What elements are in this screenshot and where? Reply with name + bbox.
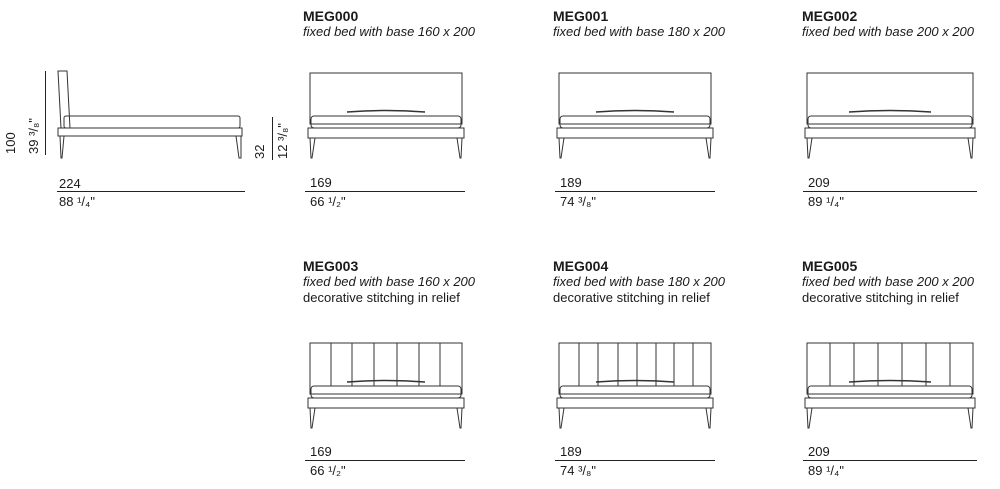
product-desc: fixed bed with base 160 x 200 [303,274,476,289]
width-in: 89 ¹/₄" [808,463,844,478]
side-width-line [57,191,245,192]
product-note: decorative stitching in relief [553,290,710,305]
width-cm: 209 [808,175,830,190]
product-desc: fixed bed with base 180 x 200 [553,24,726,39]
product-code: MEG005 [802,258,858,274]
product-code: MEG001 [553,8,609,24]
product-desc: fixed bed with base 200 x 200 [802,274,975,289]
width-line [803,191,977,192]
width-in: 74 ³/₈" [560,463,597,478]
seat-height-cm: 32 [252,144,267,159]
product-note: decorative stitching in relief [303,290,460,305]
width-line [305,191,465,192]
width-line [305,460,465,461]
product-code: MEG003 [303,258,359,274]
side-height-cm: 100 [3,132,18,154]
seat-height-line [272,117,273,160]
width-line [555,191,715,192]
bed-front-stitched-drawing [804,342,976,430]
bed-front-stitched-drawing [556,342,714,430]
product-code: MEG004 [553,258,609,274]
side-height-in: 39 ³/₈" [26,117,41,154]
product-note: decorative stitching in relief [802,290,959,305]
side-width-cm: 224 [59,176,81,191]
bed-front-drawing [556,72,714,160]
width-in: 66 ¹/₂" [310,463,346,478]
product-code: MEG002 [802,8,858,24]
seat-height-in: 12 ³/₈" [275,122,290,159]
side-height-line [45,71,46,155]
side-bed-drawing [50,66,250,166]
width-in: 74 ³/₈" [560,194,597,209]
width-in: 66 ¹/₂" [310,194,346,209]
width-line [555,460,715,461]
bed-front-drawing [804,72,976,160]
side-width-in: 88 ¹/₄" [59,194,95,209]
width-cm: 169 [310,175,332,190]
product-desc: fixed bed with base 160 x 200 [303,24,476,39]
width-cm: 169 [310,444,332,459]
product-desc: fixed bed with base 180 x 200 [553,274,726,289]
bed-front-stitched-drawing [307,342,465,430]
width-cm: 189 [560,444,582,459]
width-in: 89 ¹/₄" [808,194,844,209]
width-cm: 189 [560,175,582,190]
product-desc: fixed bed with base 200 x 200 [802,24,975,39]
product-code: MEG000 [303,8,359,24]
width-cm: 209 [808,444,830,459]
width-line [803,460,977,461]
bed-front-drawing [307,72,465,160]
